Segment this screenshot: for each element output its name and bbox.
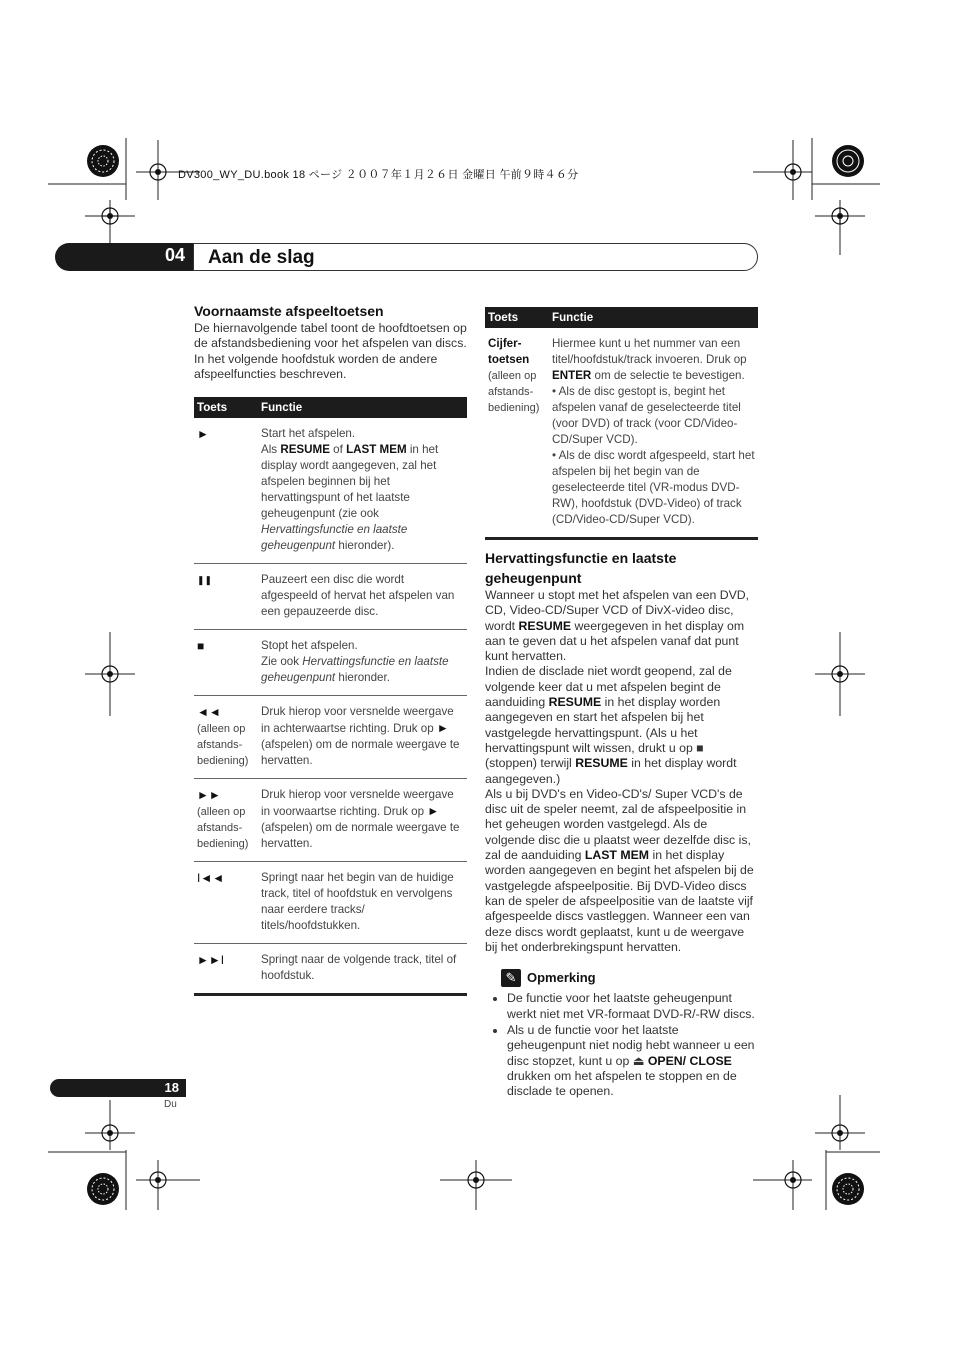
keyword-resume: RESUME <box>548 695 602 710</box>
table-header-row <box>485 307 758 328</box>
function-text: Hiermee kunt u het nummer van een titel/hoofdstuk/track invoeren. Druk op <box>552 337 747 366</box>
text: in het display wordt aangegeven.) <box>485 756 737 786</box>
function-text: (afspelen) om de normale weergave te hervatten. <box>261 821 460 851</box>
left-column <box>194 303 467 996</box>
page-number-tab <box>50 1079 186 1097</box>
pause-icon: ❚❚ <box>197 575 213 586</box>
section-intro <box>194 321 467 382</box>
function-text: hieronder. <box>335 671 390 685</box>
play-icon: ► <box>197 427 209 442</box>
intro-paragraph: De hiernavolgende tabel toont de hoofdtoetsen op de afstandsbediening voor het afspelen van discs. In het volgende hoofdstuk worden de andere afspeelfuncties beschreven. <box>194 321 467 381</box>
keyword-last-mem: LAST MEM <box>584 848 650 863</box>
previous-track-icon: I◄◄ <box>197 871 225 886</box>
section-heading-resume: Hervattingsfunctie en laatste geheugenpunt <box>485 550 677 586</box>
function-text: Druk hierop voor versnelde weergave in voorwaartse richting. Druk op <box>261 788 454 819</box>
function-text: • Als de disc wordt afgespeeld, start het afspelen bij het begin van de geselecteerde titel (VR-modus DVD-RW), hoofdstuk (DVD-Video) of track (CD/Video-CD/Super VCD). <box>552 449 755 526</box>
function-text: hieronder). <box>335 539 395 553</box>
resume-section-body <box>485 588 758 955</box>
function-text: • Als de disc gestopt is, begint het afspelen vanaf de geselecteerde titel (voor DVD) of track (voor CD/Video-CD/Super VCD). <box>552 385 741 446</box>
keyword-resume: RESUME <box>518 618 572 633</box>
function-cell <box>258 418 467 564</box>
table-row <box>485 328 758 539</box>
playback-keys-table <box>194 397 467 996</box>
col-header-key: Toets <box>485 307 549 328</box>
language-code: Du <box>164 1099 177 1110</box>
note-item: • De functie voor het laatste geheugenpunt werkt niet met VR-formaat DVD-R/-RW discs. <box>507 991 758 1022</box>
number-keys-table <box>485 307 758 540</box>
table-row <box>194 862 467 944</box>
note-item <box>507 1023 758 1099</box>
table-header-row <box>194 397 467 418</box>
note-title: Opmerking <box>527 970 596 986</box>
chapter-title-bar <box>193 243 758 271</box>
page-number: 18 <box>164 1080 179 1095</box>
stop-icon: ■ <box>197 639 205 654</box>
table-row <box>194 418 467 564</box>
function-text: om de selectie te bevestigen. <box>591 369 745 382</box>
function-text: Zie ook <box>261 655 303 669</box>
keyword-enter: ENTER <box>552 369 592 382</box>
rewind-icon: ◄◄ <box>197 705 221 720</box>
keyword-open-close: OPEN/ CLOSE <box>647 1053 732 1068</box>
text: in het display worden aangegeven en start het afspelen bij het vastgelegde hervattingspunt. (Als u het hervattingspunt wilt wissen, drukt u op ■ (stoppen) terwijl <box>485 695 721 771</box>
play-icon: ► <box>427 804 440 819</box>
text: weergegeven in het display om aan te geven dat u het afspelen vanaf dat punt kunt hervatten. <box>485 618 745 664</box>
number-keys-label: Cijfer-toetsen <box>488 337 530 366</box>
fast-forward-icon: ►► <box>197 788 221 803</box>
col-header-key: Toets <box>194 397 258 418</box>
function-text: in het display wordt aangegeven, zal het afspelen beginnen bij het hervattingspunt of het laatste geheugenpunt (zie ook <box>261 443 439 521</box>
remote-only-note: (alleen op afstands-bediening) <box>197 806 249 851</box>
table-row <box>194 779 467 862</box>
cross-reference: Hervattingsfunctie en laatste geheugenpunt <box>261 655 449 685</box>
function-cell <box>549 328 758 539</box>
table-row <box>194 944 467 995</box>
chapter-number: 04 <box>164 245 185 265</box>
text: Wanneer u stopt met het afspelen van een DVD, CD, Video-CD/Super VCD of DivX-video disc, wordt <box>485 588 750 633</box>
function-text: Start het afspelen. <box>261 427 356 441</box>
right-column <box>485 307 758 1100</box>
print-header: DV300_WY_DU.book 18 ページ ２００７年１月２６日 金曜日 午前９時４６分 <box>178 169 579 181</box>
text: in het display worden aangegeven en begint het afspelen bij de vastgelegde afspeelpositie. Bij DVD-Video discs kan de speler de afspeelpositie van de laatste vijf afgespeelde discs vastleggen. Wanneer een van deze discs wordt geplaatst, kunt u de weergave bij het onderbrekingspunt hervatten. <box>485 848 754 954</box>
keyword-last-mem: LAST MEM <box>346 443 407 457</box>
function-text: Stopt het afspelen. <box>261 639 358 653</box>
text: Als u bij DVD's en Video-CD's/ Super VCD's de disc uit de speler neemt, zal de afspeelpositie in het geheugen worden vastgelegd. Als de volgende disc die u plaatst weer dezelfde disc is, zal de aanduiding <box>485 786 751 863</box>
function-cell: Springt naar het begin van de huidige track, titel of hoofdstuk en vervolgens naar eerdere tracks/ titels/hoofdstukken. <box>258 862 467 944</box>
function-text: (afspelen) om de normale weergave te hervatten. <box>261 738 460 768</box>
function-text: Druk hierop voor versnelde weergave in achterwaartse richting. Druk op <box>261 705 454 736</box>
table-row <box>194 630 467 696</box>
text: Als u de functie voor het laatste geheugenpunt niet nodig hebt wanneer u een disc stopzet, kunt u op ⏏ <box>507 1022 755 1068</box>
cross-reference: Hervattingsfunctie en laatste geheugenpunt <box>261 523 408 553</box>
function-cell <box>258 696 467 779</box>
keyword-resume: RESUME <box>280 443 330 457</box>
text: drukken om het afspelen te stoppen en de disclade te openen. <box>507 1068 737 1099</box>
function-cell: Pauzeert een disc die wordt afgespeeld of hervat het afspelen van een gepauzeerde disc. <box>258 564 467 630</box>
paragraph <box>485 588 758 664</box>
col-header-function: Functie <box>549 307 758 328</box>
play-icon: ► <box>436 721 449 736</box>
col-header-function: Functie <box>258 397 467 418</box>
note-box <box>485 969 758 987</box>
function-cell <box>258 630 467 696</box>
function-cell <box>258 779 467 862</box>
note-list <box>485 991 758 1099</box>
section-heading-playback-keys: Voornaamste afspeeltoetsen <box>194 303 384 319</box>
function-text: of <box>329 443 347 457</box>
text: Indien de disclade niet wordt geopend, zal de volgende keer dat u met afspelen begint de aanduiding <box>485 664 732 710</box>
chapter-title: Aan de slag <box>208 247 315 268</box>
chapter-number-tab <box>55 243 193 271</box>
next-track-icon: ►►I <box>197 953 225 968</box>
function-text: Als <box>261 443 281 457</box>
table-row <box>194 564 467 630</box>
remote-only-note: (alleen op afstands-bediening) <box>488 370 540 414</box>
keyword-resume: RESUME <box>575 756 628 771</box>
pencil-icon: ✎ <box>501 969 521 987</box>
function-cell: Springt naar de volgende track, titel of hoofdstuk. <box>258 944 467 995</box>
remote-only-note: (alleen op afstands-bediening) <box>197 723 249 768</box>
table-row <box>194 696 467 779</box>
paragraph <box>485 664 758 786</box>
paragraph <box>485 787 758 955</box>
